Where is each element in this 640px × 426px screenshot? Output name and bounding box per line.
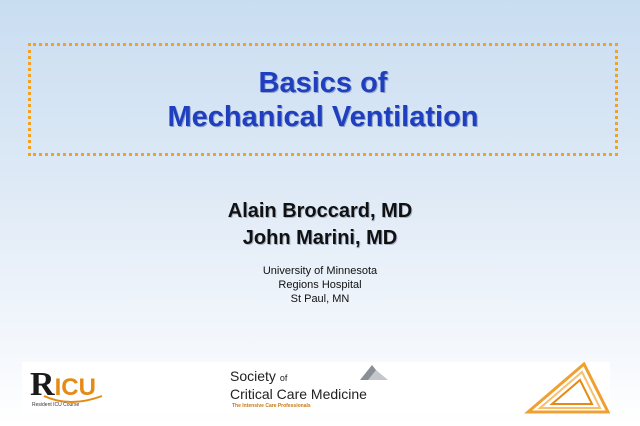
authors <box>0 198 640 252</box>
sccm-mountain-icon <box>358 362 390 382</box>
affiliation-hospital: Regions Hospital <box>278 279 362 291</box>
sccm-logo <box>230 368 420 412</box>
title-line-2: Mechanical Ventilation <box>167 100 479 133</box>
affiliation-university: University of Minnesota <box>262 265 378 277</box>
title-line-1: Basics of <box>258 66 388 99</box>
affiliation-city: St Paul, MN <box>290 293 350 305</box>
ricu-r-letter: R <box>30 366 55 403</box>
triangle-logo-icon <box>524 362 610 414</box>
sccm-tagline: The Intensive Care Professionals <box>232 403 311 409</box>
title-box <box>28 43 618 156</box>
sccm-society: Society <box>230 368 276 384</box>
author-2: John Marini, MD <box>242 227 398 249</box>
ricu-icu-letters: ICU <box>54 374 96 401</box>
ricu-logo <box>30 366 106 410</box>
sccm-of: of <box>279 373 288 383</box>
footer-logo-bar <box>22 362 610 414</box>
affiliation <box>0 264 640 306</box>
author-1: Alain Broccard, MD <box>227 200 413 222</box>
ricu-subtitle: Resident ICU Course <box>32 402 80 408</box>
sccm-name: Critical Care Medicine <box>230 386 367 402</box>
